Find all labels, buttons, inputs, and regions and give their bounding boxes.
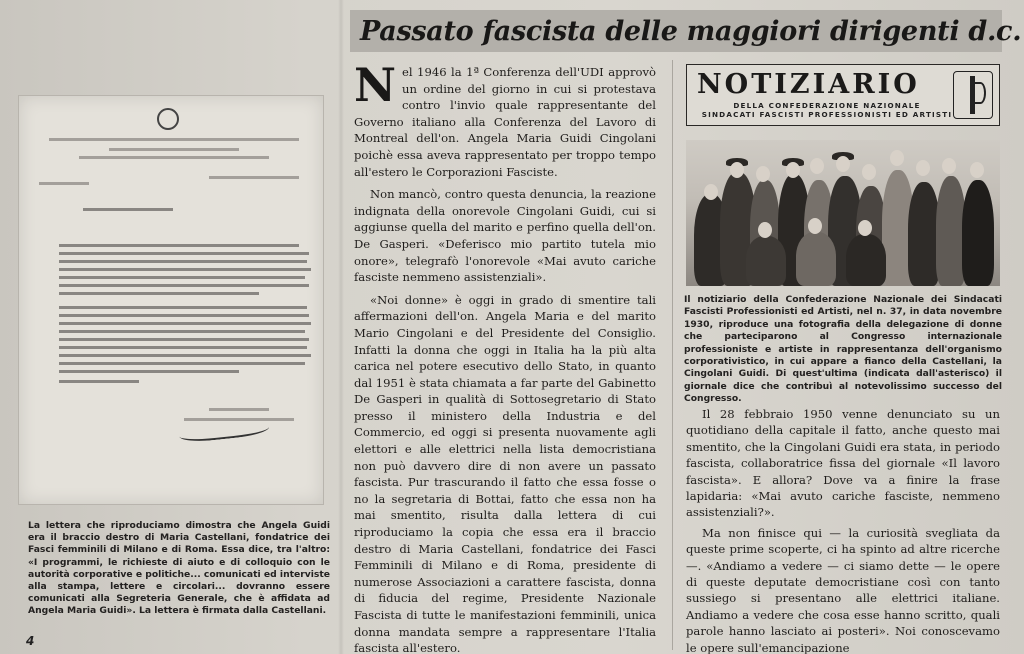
notiziario-subtitle-line: DELLA CONFEDERAZIONE NAZIONALE [733,101,921,110]
headline: Passato fascista delle maggiori dirigenti d.c. [360,15,1022,47]
group-photo [686,140,1000,286]
drop-cap: N [354,58,397,112]
article-paragraph: «Noi donne» è oggi in grado di smentire tali affermazioni dell'on. Angela Maria e del marito Mario Cingolani e del Presidente del Consiglio. Infatti la donna che oggi in Italia ha la più alta carica nel potere esecutivo dello Stato, in quanto dal 1951 è stata chiamata a far parte del Gabinetto De Gasperi in qualità di Sottosegretario di Stato presso il ministero della Industria e del Commercio, ed oggi si presenta nuovamente agli elettori e alle elettrici nella lista democristiana non può davvero dire di non avere un passato fascista. Pur trascurando il fatto che essa fosse o no la segretaria di Bottai, fatto che essa non ha mai smentito, risulta dalla lettera di cui riproduciamo la copia che essa era il braccio destro di Maria Castellani, fondatrice dei Fasci Femminili di Milano e di Roma, presidente di numerose Associazioni a carattere fascista, donna di fiducia del regime, Presidente Nazionale Fascista di tutte le manifestazioni femminili, unica donna mandata sempre a rappresentare l'Italia fascista all'estero. [354,292,656,654]
notiziario-subtitle-line: SINDACATI FASCISTI PROFESSIONISTI ED ARTISTI [701,110,953,119]
letter-caption: La lettera che riproduciamo dimostra che Angela Guidi era il braccio destro di Maria Castellani, fondatrice dei Fasci femminili di Milano e di Roma. Essa dice, tra l'altro: «I programmi, le richieste di aiuto e di colloquio con le autorità corporative e politiche... comunicati ed interviste alla stampa, lettere e circolari... dovranno essere comunicati alla Segreteria Generale, che è affidata ad Angela Maria Guidi». La lettera è firmata dalla Castellani. [28,520,330,617]
page-spine [338,0,344,654]
letter-photo [18,95,324,505]
column-divider [672,60,673,650]
photo-caption: Il notiziario della Confederazione Nazionale dei Sindacati Fascisti Professionisti ed Artisti, nel n. 37, in data novembre 1930, riproduce una fotografia della delegazione di donne che parteciparono al Congresso internazionale professioniste e artiste in rappresentanza dell'organismo corporativistico, in cui appare a fianco della Castellani, la Cingolani Guidi. Di quest'ultima (indicata dall'asterisco) il giornale dice che contribuì al notevolissimo successo del Congresso. [684,294,1002,405]
article-paragraph: Il 28 febbraio 1950 venne denunciato su un quotidiano della capitale il fatto, anche questo mai smentito, che la Cingolani Guidi era stata, in periodo fascista, collaboratrice fissa del giornale «Il lavoro fascista». E allora? Dove va a finire la frase lapidaria: «Mai avuto cariche fasciste, nemmeno assistenziali?». [686,407,1000,520]
page-number: 4 [26,634,35,648]
article-paragraph: Non mancò, contro questa denuncia, la reazione indignata della onorevole Cingolani Guidi, cui si aggiunse quella del marito e perfino quella dell'on. De Gasperi. «Deferisco mio partito tutela mio onore», telegrafò l'onorevole «Mai avuto cariche fasciste nemmeno assistenziali». [354,187,656,285]
article-paragraph: Ma non finisce qui — la curiosità svegliata da queste prime scoperte, ci ha spinto ad altre ricerche —. «Andiamo a vedere — ci siamo dette — le opere di queste deputate democristiane così con tanto sussiego si presentano alle elettrici italiane. Andiamo a vedere che cosa esse hanno scritto, quali parole hanno lasciato ai posteri». Noi conoscevamo le opere sull'emancipazione [686,525,1000,654]
article-continuation [686,406,1000,654]
article-paragraph-text: el 1946 la 1ª Conferenza dell'UDI approvò un ordine del giorno in cui si protestava contro l'invio quale rappresentante del Governo italiano alla Conferenza del Lavoro di Montreal dell'on. Angela Maria Guidi Cingolani poichè essa aveva rappresentato per troppo tempo all'estero le Corporazioni Fasciste. [354,65,656,179]
notiziario-masthead [686,64,1000,126]
fasces-emblem-icon [953,71,993,119]
article-main [354,58,656,654]
headline-band [350,10,1022,52]
article-paragraph [354,58,656,180]
notiziario-title: NOTIZIARIO [697,69,920,100]
crest-icon [157,108,179,130]
notiziario-subtitle [697,101,957,119]
